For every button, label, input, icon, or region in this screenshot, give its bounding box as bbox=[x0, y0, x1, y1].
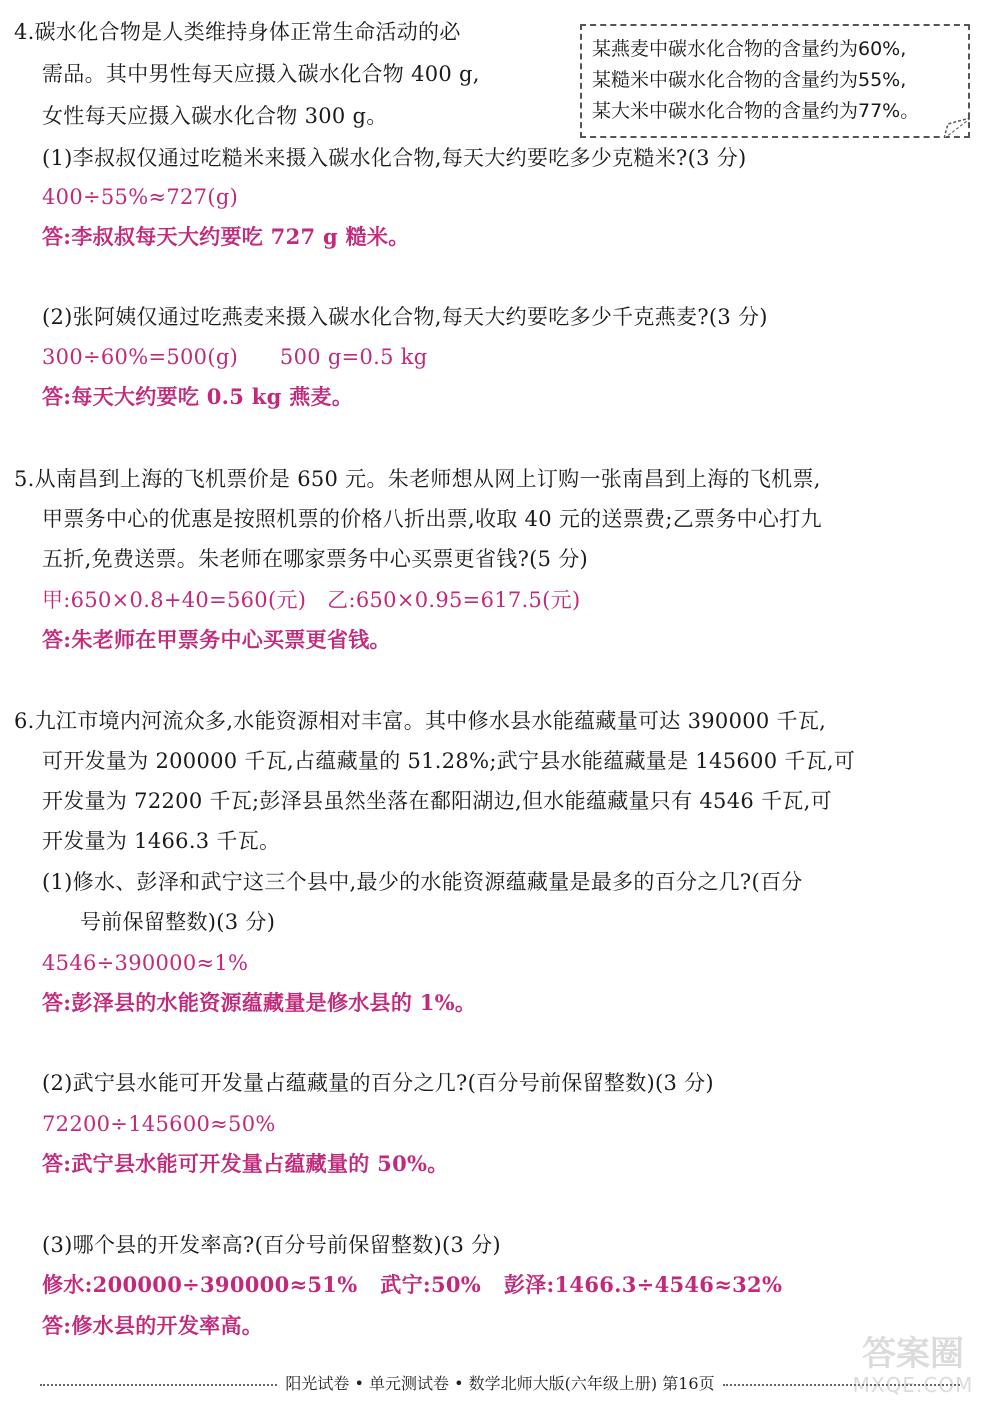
watermark-top: 答案圈 bbox=[862, 1334, 964, 1374]
hint-note-box bbox=[580, 24, 970, 138]
q6-sub2-answer: 答:武宁县水能可开发量占蕴藏量的 50%。 bbox=[42, 1151, 449, 1176]
footer-text: 阳光试卷 • 单元测试卷 • 数学北师大版(六年级上册) 第16页 bbox=[285, 1373, 715, 1393]
q4-sub1-answer: 答:李叔叔每天大约要吃 727 g 糙米。 bbox=[42, 224, 410, 249]
q6-stem-line-3: 开发量为 72200 千瓦;彭泽县虽然坐落在鄱阳湖边,但水能蕴藏量只有 4546 千瓦,可 bbox=[42, 789, 832, 813]
note-line-oats: 某燕麦中碳水化合物的含量约为60%, bbox=[592, 38, 907, 60]
q6-sub3-question: (3)哪个县的开发率高?(百分号前保留整数)(3 分) bbox=[42, 1233, 501, 1257]
q6-sub1-answer: 答:彭泽县的水能资源蕴藏量是修水县的 1%。 bbox=[42, 990, 477, 1015]
q4-sub1-question: (1)李叔叔仅通过吃糙米来摄入碳水化合物,每天大约要吃多少克糙米?(3 分) bbox=[42, 146, 747, 170]
q4-sub1-work: 400÷55%≈727(g) bbox=[42, 185, 239, 209]
q4-stem-line-2: 需品。其中男性每天应摄入碳水化合物 400 g, bbox=[42, 62, 480, 86]
q6-sub1-question-line-1: (1)修水、彭泽和武宁这三个县中,最少的水能资源蕴藏量是最多的百分之几?(百分 bbox=[42, 870, 803, 894]
q4-stem-line-1: 4.碳水化合物是人类维持身体正常生命活动的必 bbox=[14, 20, 461, 44]
q6-stem-line-4: 开发量为 1466.3 千瓦。 bbox=[42, 829, 281, 853]
q5-stem-line-2: 甲票务中心的优惠是按照机票的价格八折出票,收取 40 元的送票费;乙票务中心打九 bbox=[42, 507, 822, 531]
site-watermark-logo bbox=[838, 1334, 988, 1404]
q4-stem-line-3: 女性每天应摄入碳水化合物 300 g。 bbox=[42, 104, 388, 128]
q6-sub2-question: (2)武宁县水能可开发量占蕴藏量的百分之几?(百分号前保留整数)(3 分) bbox=[42, 1071, 714, 1095]
page-footer bbox=[40, 1367, 960, 1397]
q6-sub3-answer: 答:修水县的开发率高。 bbox=[42, 1313, 264, 1338]
q6-stem-line-1: 6.九江市境内河流众多,水能资源相对丰富。其中修水县水能蕴藏量可达 390000 千瓦, bbox=[14, 709, 827, 733]
q6-stem-line-2: 可开发量为 200000 千瓦,占蕴藏量的 51.28%;武宁县水能蕴藏量是 145600 千瓦,可 bbox=[42, 749, 856, 773]
q4-sub2-work: 300÷60%=500(g) 500 g=0.5 kg bbox=[42, 345, 428, 369]
q4-sub2-question: (2)张阿姨仅通过吃燕麦来摄入碳水化合物,每天大约要吃多少千克燕麦?(3 分) bbox=[42, 305, 768, 329]
note-line-rice: 某大米中碳水化合物的含量约为77%。 bbox=[592, 100, 920, 122]
q6-sub3-work: 修水:200000÷390000≈51% 武宁:50% 彭泽:1466.3÷4546≈32% bbox=[42, 1272, 783, 1297]
note-line-brown-rice: 某糙米中碳水化合物的含量约为55%, bbox=[592, 69, 907, 91]
folded-corner-icon bbox=[944, 118, 970, 138]
q4-sub2-answer: 答:每天大约要吃 0.5 kg 燕麦。 bbox=[42, 384, 354, 409]
q5-stem-line-1: 5.从南昌到上海的飞机票价是 650 元。朱老师想从网上订购一张南昌到上海的飞机票, bbox=[14, 467, 821, 491]
q6-sub1-question-line-2: 号前保留整数)(3 分) bbox=[80, 910, 276, 934]
q6-sub1-work: 4546÷390000≈1% bbox=[42, 951, 249, 975]
q6-sub2-work: 72200÷145600≈50% bbox=[42, 1112, 276, 1136]
q5-work: 甲:650×0.8+40=560(元) 乙:650×0.95=617.5(元) bbox=[42, 588, 581, 612]
footer-dotted-rule-left bbox=[40, 1384, 277, 1386]
q5-stem-line-3: 五折,免费送票。朱老师在哪家票务中心买票更省钱?(5 分) bbox=[42, 547, 589, 571]
q5-answer: 答:朱老师在甲票务中心买票更省钱。 bbox=[42, 627, 391, 652]
watermark-bottom: MXQE.COM bbox=[852, 1373, 974, 1397]
